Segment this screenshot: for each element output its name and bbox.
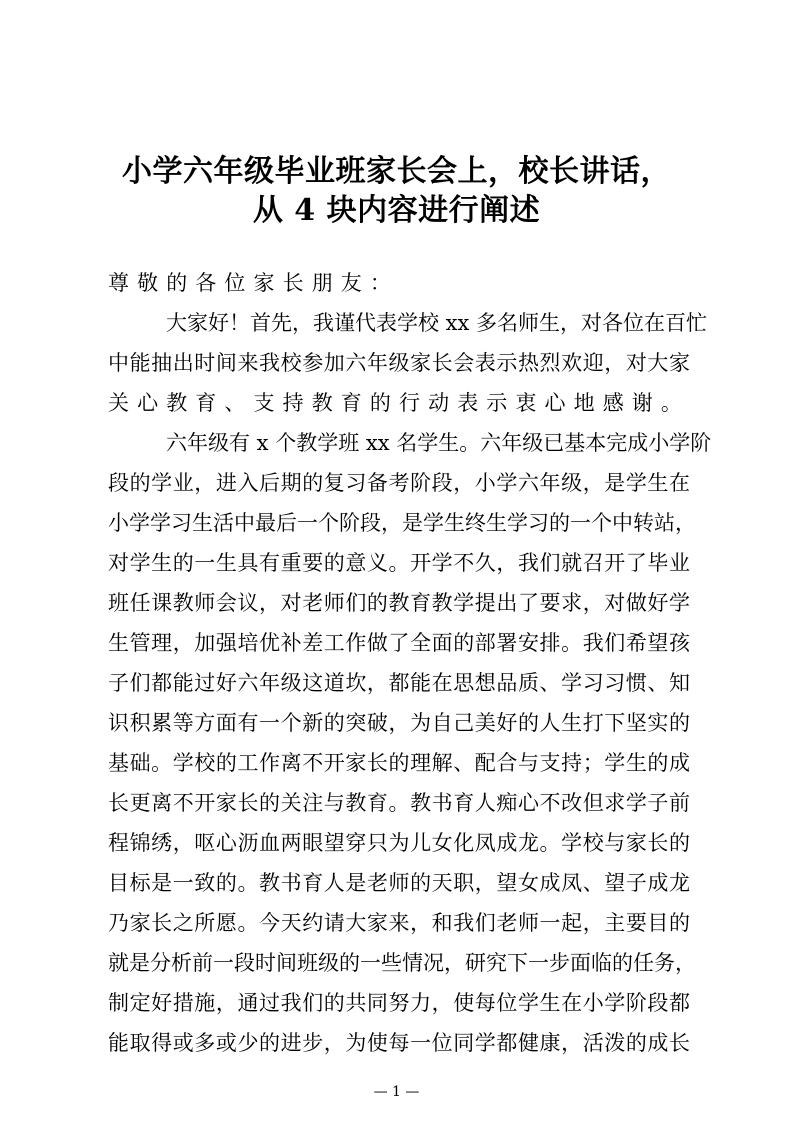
paragraph-line: 能取得或多或少的进步，为使每一位同学都健康，活泼的成长 <box>108 1031 690 1055</box>
paragraph-line: 识积累等方面有一个新的突破，为自己美好的人生打下坚实的 <box>108 711 690 735</box>
paragraph-line: 长更离不开家长的关注与教育。教书育人痴心不改但求学子前 <box>108 791 690 815</box>
paragraph-line: 班任课教师会议，对老师们的教育教学提出了要求，对做好学 <box>108 591 690 615</box>
paragraph-line: 就是分析前一段时间班级的一些情况，研究下一步面临的任务， <box>108 951 696 975</box>
paragraph-line: 基础。学校的工作离不开家长的理解、配合与支持；学生的成 <box>108 751 690 775</box>
document-body <box>108 263 712 1063</box>
document-title-line-1: 小学六年级毕业班家长会上，校长讲话， <box>122 154 671 189</box>
paragraph-line: 小学学习生活中最后一个阶段，是学生终生学习的一个中转站， <box>108 511 696 535</box>
paragraph-line: 大家好！首先，我谨代表学校 xx 多名师生，对各位在百忙 <box>166 311 708 335</box>
document-title-line-2: 从 4 块内容进行阐述 <box>252 193 541 228</box>
paragraph-line: 中能抽出时间来我校参加六年级家长会表示热烈欢迎，对大家 <box>108 351 690 375</box>
paragraph-line: 生管理，加强培优补差工作做了全面的部署安排。我们希望孩 <box>108 631 690 655</box>
paragraph-line: 目标是一致的。教书育人是老师的天职，望女成凤、望子成龙 <box>108 871 690 895</box>
salutation: 尊敬的各位家长朋友： <box>108 271 399 295</box>
paragraph-line: 对学生的一生具有重要的意义。开学不久，我们就召开了毕业 <box>108 551 690 575</box>
paragraph-line: 段的学业，进入后期的复习备考阶段，小学六年级，是学生在 <box>108 471 690 495</box>
paragraph-line: 程锦绣，呕心沥血两眼望穿只为儿女化凤成龙。学校与家长的 <box>108 831 690 855</box>
paragraph-line: 六年级有 x 个教学班 xx 名学生。六年级已基本完成小学阶 <box>166 431 712 455</box>
paragraph-line: 制定好措施，通过我们的共同努力，使每位学生在小学阶段都 <box>108 991 690 1015</box>
paragraph-line: 子们都能过好六年级这道坎，都能在思想品质、学习习惯、知 <box>108 671 690 695</box>
page-number: — 1 — <box>373 1084 420 1100</box>
paragraph-line: 乃家长之所愿。今天约请大家来，和我们老师一起，主要目的 <box>108 911 690 935</box>
paragraph-line: 关心教育、支持教育的行动表示衷心地感谢。 <box>108 391 690 415</box>
